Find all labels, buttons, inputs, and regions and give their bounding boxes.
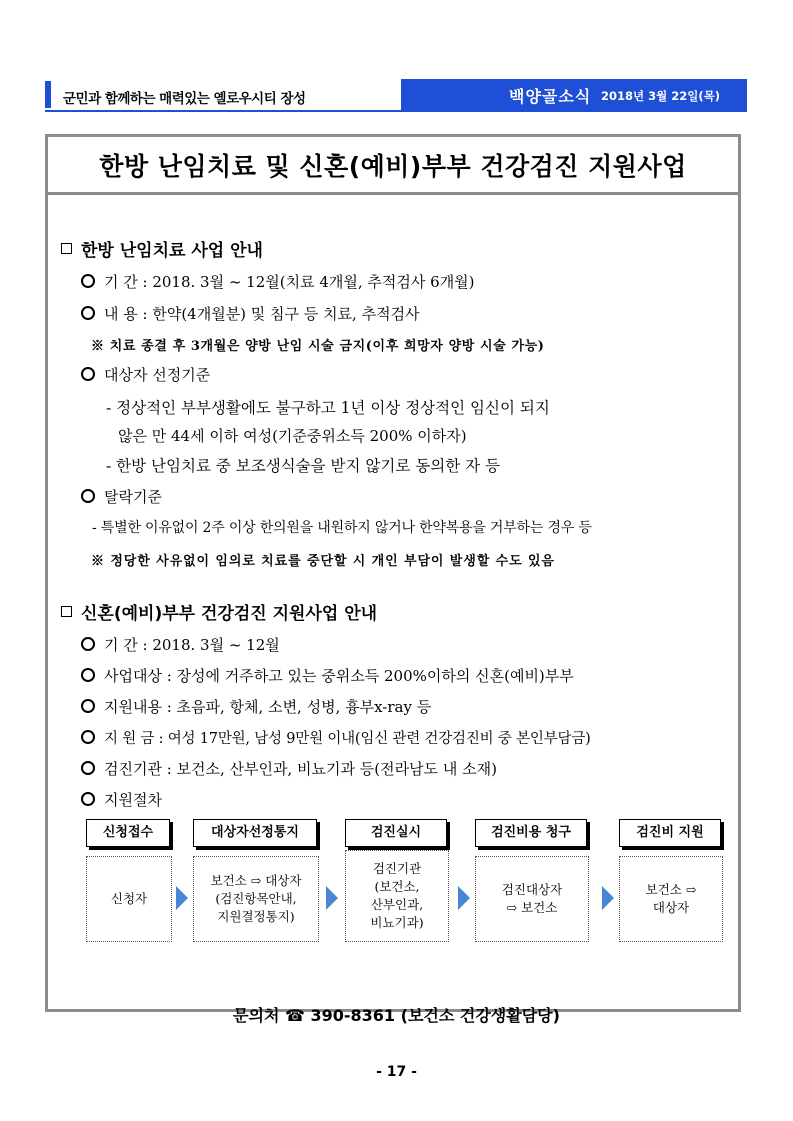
procedure-step-5-head: 검진비 지원 bbox=[619, 819, 721, 847]
procedure-step-2-line-2: (검진항목안내, bbox=[215, 891, 297, 906]
section1-criteria1b: 않은 만 44세 이하 여성(기준중위소득 200% 이하자) bbox=[118, 427, 467, 445]
flow-arrow-icon bbox=[176, 886, 188, 910]
section1-criteria-label bbox=[81, 364, 210, 385]
publication-date: 2018년 3월 22일(목) bbox=[601, 89, 720, 103]
circle-bullet-icon bbox=[81, 761, 95, 775]
section2-institutions-text: 검진기관 : 보건소, 산부인과, 비뇨기과 등(전라남도 내 소재) bbox=[104, 760, 497, 778]
procedure-step-5-line-1: 보건소 ⇨ bbox=[645, 882, 697, 897]
procedure-step-2-body bbox=[193, 856, 319, 942]
section1-period-text: 기 간 : 2018. 3월 ~ 12월(치료 4개월, 추적검사 6개월) bbox=[104, 273, 475, 291]
section2-institutions bbox=[81, 758, 497, 779]
section1-heading bbox=[61, 236, 263, 261]
header-bar bbox=[45, 79, 747, 110]
procedure-step-1-body bbox=[86, 856, 172, 942]
procedure-step-3-line-2: (보건소, bbox=[374, 879, 420, 894]
procedure-step-2-head: 대상자선정통지 bbox=[193, 819, 317, 847]
section2-heading bbox=[61, 599, 377, 624]
header-divider bbox=[45, 110, 747, 112]
flow-arrow-icon bbox=[326, 886, 338, 910]
section2-heading-text: 신혼(예비)부부 건강검진 지원사업 안내 bbox=[81, 604, 378, 624]
section1-period bbox=[81, 271, 475, 292]
circle-bullet-icon bbox=[81, 637, 95, 651]
page-number: - 17 - bbox=[376, 1064, 417, 1080]
procedure-step-2-line-1: 보건소 ⇨ 대상자 bbox=[210, 873, 302, 888]
section1-dropout-label bbox=[81, 486, 162, 507]
procedure-step-2-line-3: 지원결정통지) bbox=[217, 909, 295, 924]
header-publication-block bbox=[401, 79, 747, 110]
publication-title: 백양골소식 bbox=[509, 87, 592, 106]
section2-amount bbox=[81, 727, 591, 748]
section1-content-text: 내 용 : 한약(4개월분) 및 침구 등 치료, 추적검사 bbox=[104, 305, 420, 323]
circle-bullet-icon bbox=[81, 274, 95, 288]
section1-heading-text: 한방 난임치료 사업 안내 bbox=[81, 241, 263, 261]
header-slogan: 군민과 함께하는 매력있는 옐로우시티 장성 bbox=[63, 91, 306, 107]
procedure-step-5-line-2: 대상자 bbox=[652, 900, 690, 915]
section2-items-text: 지원내용 : 초음파, 항체, 소변, 성병, 흉부x-ray 등 bbox=[104, 698, 432, 716]
procedure-step-4-line-1: 검진대상자 bbox=[501, 882, 563, 897]
section1-content bbox=[81, 303, 420, 324]
section2-target bbox=[81, 665, 574, 686]
circle-bullet-icon bbox=[81, 730, 95, 744]
section2-target-text: 사업대상 : 장성에 거주하고 있는 중위소득 200%이하의 신혼(예비)부부 bbox=[104, 667, 574, 685]
section2-period-text: 기 간 : 2018. 3월 ~ 12월 bbox=[104, 636, 280, 654]
section2-items bbox=[81, 696, 431, 717]
square-bullet-icon bbox=[61, 243, 72, 254]
procedure-step-3-line-3: 산부인과, bbox=[370, 897, 424, 912]
procedure-step-1-head: 신청접수 bbox=[86, 819, 170, 847]
section1-dropout-label-text: 탈락기준 bbox=[104, 488, 162, 506]
contact-info: 문의처 ☎ 390-8361 (보건소 건강생활담당) bbox=[233, 1006, 560, 1025]
section2-procedure-label-text: 지원절차 bbox=[104, 791, 162, 809]
flow-arrow-icon bbox=[602, 886, 614, 910]
circle-bullet-icon bbox=[81, 367, 95, 381]
section1-criteria1a: - 정상적인 부부생활에도 불구하고 1년 이상 정상적인 임신이 되지 bbox=[106, 399, 550, 417]
section1-criteria2: - 한방 난임치료 중 보조생식술을 받지 않기로 동의한 자 등 bbox=[106, 457, 500, 475]
procedure-step-3-line-1: 검진기관 bbox=[372, 861, 422, 876]
circle-bullet-icon bbox=[81, 489, 95, 503]
procedure-step-3-head: 검진실시 bbox=[345, 819, 447, 847]
circle-bullet-icon bbox=[81, 306, 95, 320]
circle-bullet-icon bbox=[81, 699, 95, 713]
section1-criteria-label-text: 대상자 선정기준 bbox=[104, 366, 211, 384]
circle-bullet-icon bbox=[81, 668, 95, 682]
section2-period bbox=[81, 634, 280, 655]
square-bullet-icon bbox=[61, 606, 72, 617]
section1-note2: ※ 정당한 사유없이 임의로 치료를 중단할 시 개인 부담이 발생할 수도 있음 bbox=[91, 554, 555, 569]
procedure-step-5-body bbox=[619, 856, 723, 942]
flow-arrow-icon bbox=[458, 886, 470, 910]
header-accent-mark bbox=[45, 81, 51, 108]
title-box bbox=[48, 137, 738, 195]
section2-amount-text: 지 원 금 : 여성 17만원, 남성 9만원 이내(임신 관련 건강검진비 중 본인부담금) bbox=[104, 731, 591, 747]
article-frame bbox=[45, 134, 741, 1012]
procedure-step-4-line-2: ⇨ 보건소 bbox=[506, 900, 558, 915]
procedure-step-1-line-1: 신청자 bbox=[110, 891, 148, 906]
procedure-step-3-body bbox=[345, 850, 449, 942]
procedure-step-4-body bbox=[475, 856, 589, 942]
section2-procedure-label bbox=[81, 789, 162, 810]
section1-note1: ※ 치료 종결 후 3개월은 양방 난임 시술 금지(이후 희망자 양방 시술 가능) bbox=[91, 339, 545, 354]
procedure-step-3-line-4: 비뇨기과) bbox=[370, 915, 424, 930]
procedure-step-4-head: 검진비용 청구 bbox=[475, 819, 587, 847]
circle-bullet-icon bbox=[81, 792, 95, 806]
article-title: 한방 난임치료 및 신혼(예비)부부 건강검진 지원사업 bbox=[99, 152, 687, 181]
section1-dropout1: - 특별한 이유없이 2주 이상 한의원을 내원하지 않거나 한약복용을 거부하는 경우 등 bbox=[92, 520, 592, 536]
